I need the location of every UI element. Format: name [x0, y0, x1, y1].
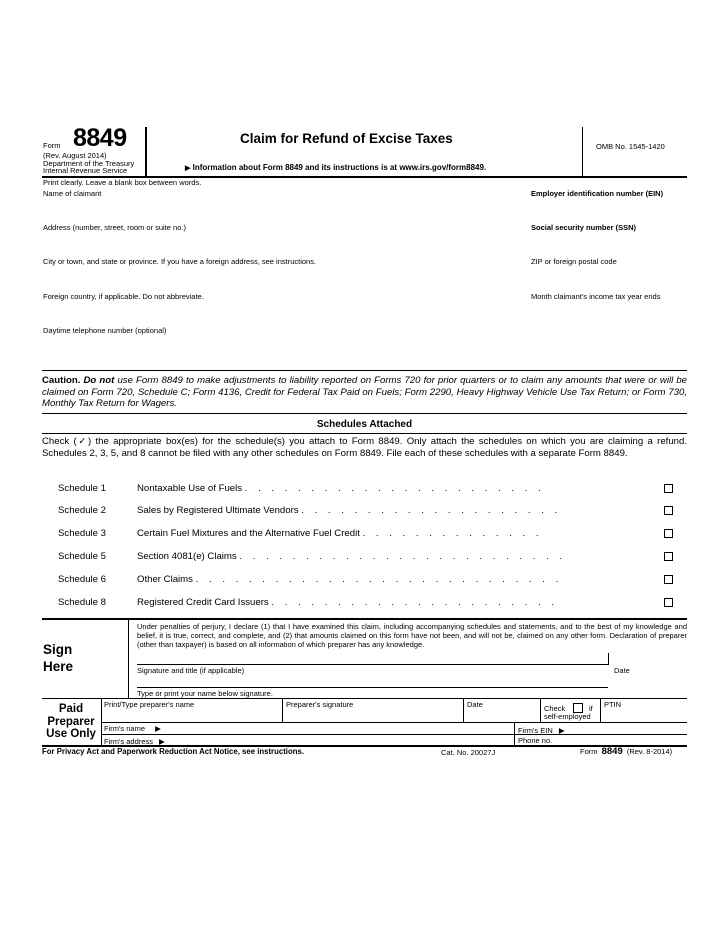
- zip-field[interactable]: [531, 267, 687, 289]
- country-field[interactable]: [43, 302, 523, 324]
- schedule-row: [0, 505, 728, 521]
- schedule-description: Sales by Registered Ultimate Vendors . . . . . . . . . . . . . . . . . . . .: [137, 505, 562, 516]
- schedule-checkbox[interactable]: [664, 484, 673, 493]
- self-employed-if-label: if: [589, 704, 593, 713]
- schedules-heading: Schedules Attached: [316, 419, 413, 430]
- form-revision: (Rev. August 2014): [43, 151, 107, 160]
- schedule-row: [0, 528, 728, 544]
- perjury-statement: Under penalties of perjury, I declare (1) that I have examined this claim, including accompanying schedules and statements, and to the best of my knowledge and belief, it is true, correct, and complete, and (2) that amounts claimed on this form have not been, and will not be, claimed on any other form. Declaration of preparer (other than taxpayer) is based on all information of which preparer has any knowledge.: [137, 622, 687, 649]
- paid-preparer-title: Paid Preparer Use Only: [46, 703, 96, 740]
- ein-label: Employer identification number (EIN): [531, 189, 664, 198]
- sign-date-field[interactable]: [612, 651, 687, 665]
- schedule-description: Certain Fuel Mixtures and the Alternative Fuel Credit . . . . . . . . . . . . . .: [137, 528, 543, 539]
- ssn-field[interactable]: [531, 233, 687, 255]
- schedule-number: Schedule 6: [58, 574, 107, 585]
- caution-do-not: Do not: [83, 375, 115, 386]
- omb-number: OMB No. 1545-1420: [596, 142, 665, 151]
- sign-top-rule: [42, 618, 687, 620]
- signature-field[interactable]: [137, 651, 607, 665]
- preparer-col-divider-2: [463, 699, 464, 722]
- tax-year-month-field[interactable]: [531, 302, 687, 324]
- printed-name-rule: [137, 687, 608, 688]
- schedule-number: Schedule 3: [58, 528, 107, 539]
- schedule-description: Other Claims . . . . . . . . . . . . . . . . . . . . . . . . . . . .: [137, 574, 563, 585]
- address-label: Address (number, street, room or suite no.): [43, 223, 186, 232]
- footer-form-id: Form 8849 (Rev. 8-2014): [580, 746, 673, 757]
- schedule-description: Registered Credit Card Issuers . . . . . . . . . . . . . . . . . . . . . .: [137, 597, 558, 608]
- preparer-col-divider-1: [282, 699, 283, 722]
- preparer-date-label: Date: [467, 700, 483, 709]
- privacy-notice: For Privacy Act and Paperwork Reduction Act Notice, see instructions.: [42, 747, 304, 756]
- schedule-row: [0, 551, 728, 567]
- schedule-description: Section 4081(e) Claims . . . . . . . . . . . . . . . . . . . . . . . . .: [137, 551, 566, 562]
- firm-name-label: Firm's name ▶: [104, 724, 161, 733]
- schedules-instructions: Check (✓) the appropriate box(es) for the schedule(s) you attach to Form 8849. Only attach the schedules on which you are claiming a refund. Schedules 2, 3, 5, and 8 cannot be filed with any other schedules on Form 8849. File each of these schedules with a separate Form 8849.: [42, 436, 687, 459]
- ssn-label: Social security number (SSN): [531, 223, 637, 232]
- preparer-signature-field[interactable]: [286, 709, 460, 721]
- form-label: Form: [43, 141, 61, 150]
- firm-address-field[interactable]: [180, 735, 510, 745]
- form-number: 8849: [73, 124, 127, 152]
- caution-top-rule: [42, 370, 687, 371]
- preparer-signature-label: Preparer's signature: [286, 700, 354, 709]
- schedule-row: [0, 574, 728, 590]
- preparer-col-divider-4: [600, 699, 601, 722]
- tax-year-month-label: Month claimant's income tax year ends: [531, 292, 661, 301]
- firm-ein-field[interactable]: [572, 723, 686, 733]
- catalog-number: Cat. No. 20027J: [441, 748, 496, 757]
- department: Department of the Treasury: [43, 159, 135, 168]
- schedule-checkbox[interactable]: [664, 575, 673, 584]
- info-text: Information about Form 8849 and its instructions is at www.irs.gov/form8849.: [192, 163, 487, 172]
- firm-address-label: Firm's address ▶: [104, 737, 165, 746]
- preparer-col-divider-3: [540, 699, 541, 722]
- sign-here-title: Sign Here: [43, 642, 74, 674]
- schedule-checkbox[interactable]: [664, 506, 673, 515]
- schedule-checkbox[interactable]: [664, 529, 673, 538]
- self-employed-label: self-employed: [544, 712, 591, 721]
- phone-field[interactable]: [43, 336, 523, 366]
- agency: Internal Revenue Service: [43, 166, 128, 175]
- schedule-number: Schedule 8: [58, 597, 107, 608]
- city-label: City or town, and state or province. If you have a foreign address, see instructions.: [43, 257, 317, 266]
- schedule-checkbox[interactable]: [664, 598, 673, 607]
- schedule-checkbox[interactable]: [664, 552, 673, 561]
- phone-no-label: Phone no.: [518, 736, 553, 745]
- printed-name-label: Type or print your name below signature.: [137, 689, 273, 698]
- country-label: Foreign country, if applicable. Do not abbreviate.: [43, 292, 204, 301]
- info-line: [185, 163, 486, 172]
- claimant-name-field[interactable]: [43, 199, 523, 221]
- schedule-number: Schedule 1: [58, 483, 107, 494]
- schedule-row: [0, 597, 728, 613]
- schedules-heading-rule: [42, 433, 687, 434]
- sign-date-label: Date: [614, 666, 630, 675]
- schedule-description: Nontaxable Use of Fuels . . . . . . . . . . . . . . . . . . . . . . .: [137, 483, 545, 494]
- form-title: Claim for Refund of Excise Taxes: [240, 131, 453, 146]
- preparer-date-field[interactable]: [467, 709, 537, 721]
- ptin-field[interactable]: [604, 709, 686, 721]
- caution-paragraph: [42, 375, 687, 410]
- header-divider-right: [582, 127, 583, 176]
- ein-field[interactable]: [531, 199, 687, 221]
- schedule-number: Schedule 2: [58, 505, 107, 516]
- city-field[interactable]: [43, 267, 523, 289]
- firm-name-field[interactable]: [180, 723, 510, 733]
- arrow-icon: ▶: [558, 726, 565, 735]
- preparer-name-label: Print/Type preparer's name: [104, 700, 195, 709]
- firm-ein-label: Firm's EIN ▶: [518, 726, 565, 735]
- signature-label: Signature and title (if applicable): [137, 666, 245, 675]
- caution-lead: Caution.: [42, 375, 81, 386]
- preparer-top-rule: [42, 698, 687, 699]
- claimant-name-label: Name of claimant: [43, 189, 102, 198]
- signature-rule: [137, 664, 608, 665]
- arrow-icon: ▶: [159, 737, 165, 746]
- schedule-row: [0, 483, 728, 499]
- preparer-name-field[interactable]: [104, 709, 280, 721]
- schedule-number: Schedule 5: [58, 551, 107, 562]
- address-field[interactable]: [43, 233, 523, 255]
- ptin-label: PTIN: [604, 700, 622, 709]
- sign-divider: [128, 619, 129, 698]
- phone-no-field[interactable]: [560, 735, 686, 745]
- print-note: Print clearly. Leave a blank box between words.: [43, 178, 202, 187]
- self-employed-check-label: Check: [544, 704, 566, 713]
- signature-date-divider: [608, 653, 609, 665]
- schedules-top-rule: [42, 413, 687, 414]
- phone-label: Daytime telephone number (optional): [43, 326, 167, 335]
- arrow-icon: ▶: [155, 724, 161, 733]
- caution-text: use Form 8849 to make adjustments to liability reported on Forms 720 for prior quarters or to claim any amounts that were or will be claimed on Form 720, Schedule C; Form 4136, Credit for Federal Tax Paid on Fuels; Form 2290, Heavy Highway Vehicle Use Tax Return; or Form 730, Monthly Tax Return for Wagers.: [42, 375, 688, 409]
- header-divider-left: [145, 127, 147, 176]
- arrow-icon: ▶: [185, 165, 191, 172]
- zip-label: ZIP or foreign postal code: [531, 257, 617, 266]
